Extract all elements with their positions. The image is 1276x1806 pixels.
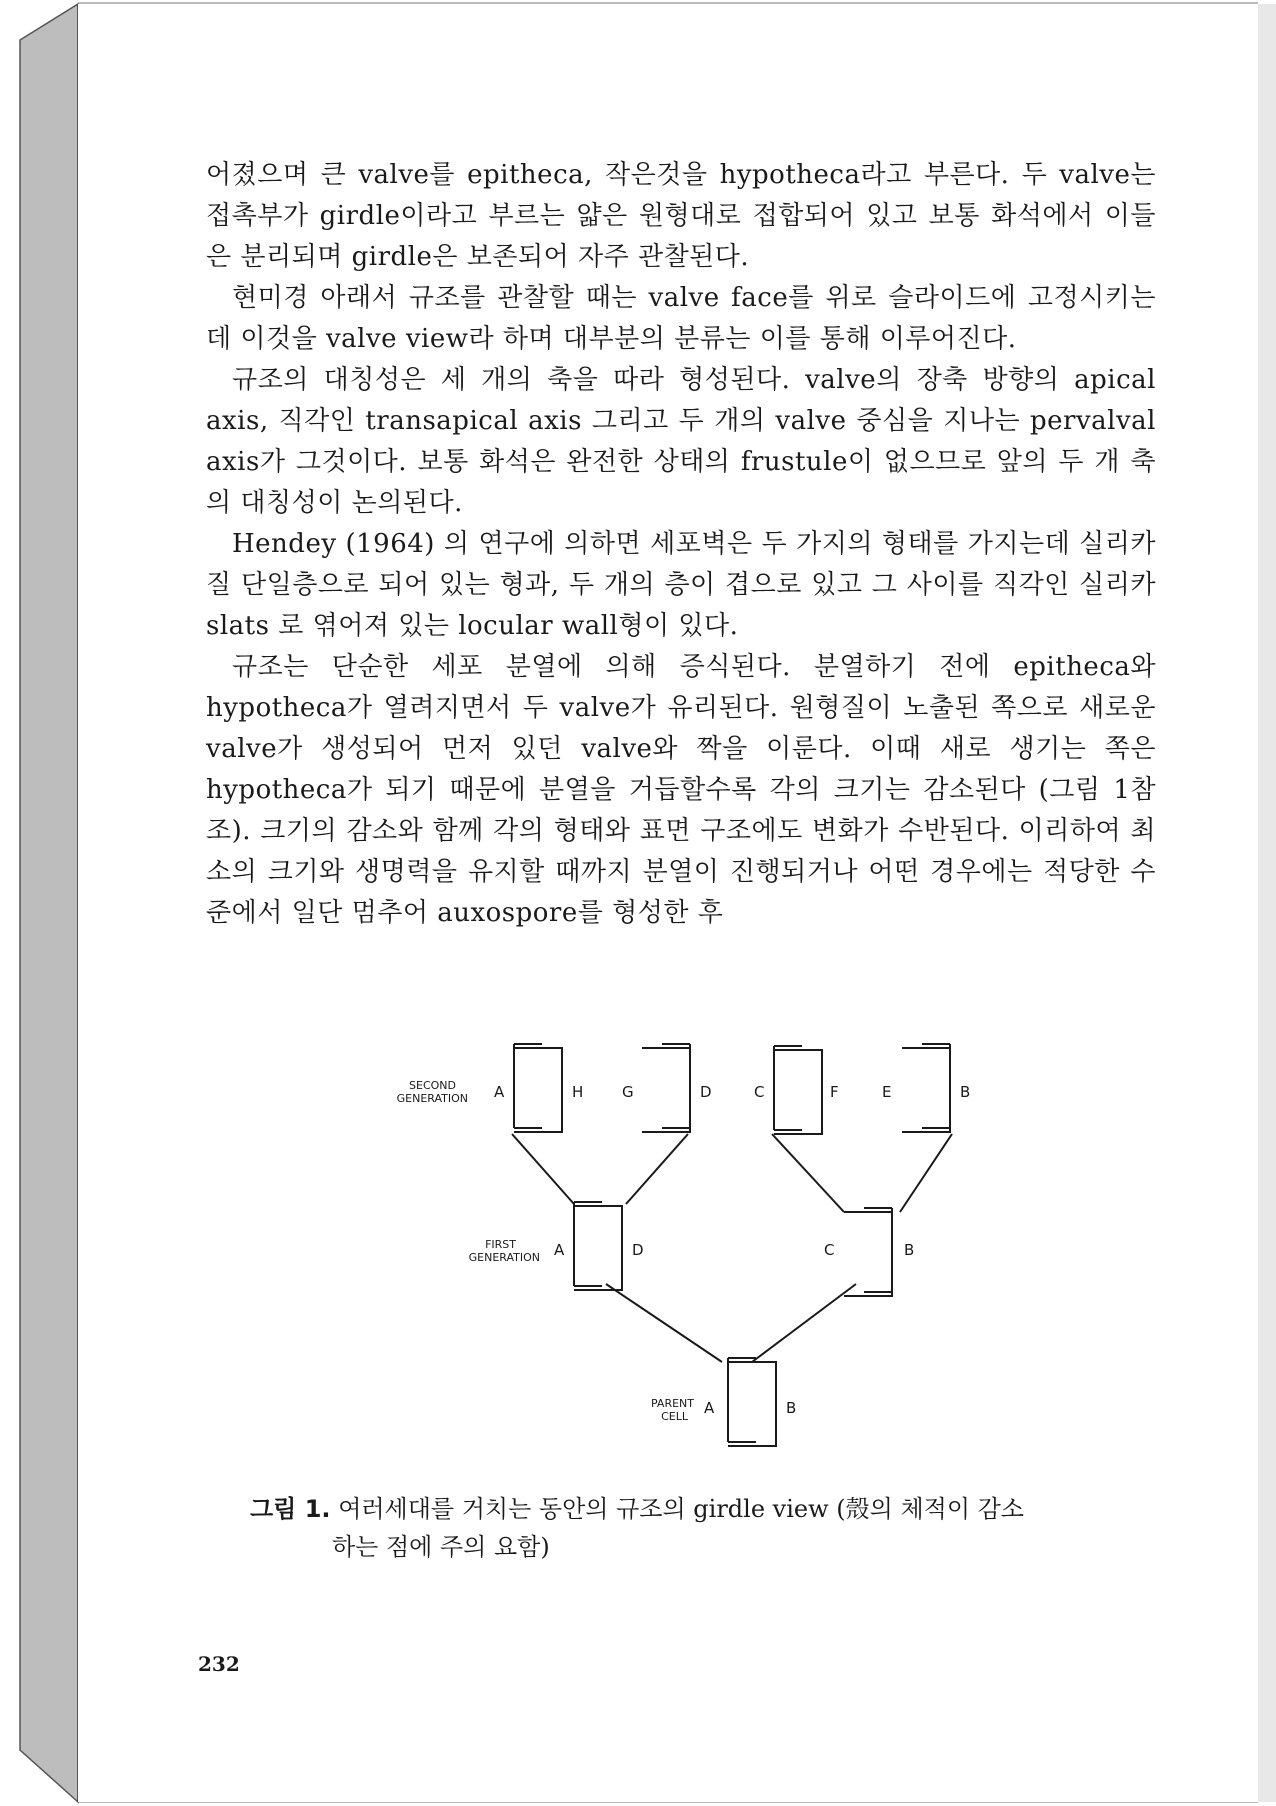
letter-g2-b: B: [960, 1083, 971, 1101]
letter-g1-d: D: [632, 1241, 644, 1259]
letter-g2-h: H: [572, 1083, 584, 1101]
letter-g2-g: G: [622, 1083, 634, 1101]
letter-g2-a: A: [494, 1083, 505, 1101]
label-generation-2: GENERATION: [396, 1092, 468, 1105]
label-parent: PARENT: [651, 1397, 694, 1410]
paragraph-2: 현미경 아래서 규조를 관찰할 때는 valve face를 위로 슬라이드에 고정시키는데 이것을 valve view라 하며 대부분의 분류는 이를 통해 이루어진다.: [206, 283, 1156, 354]
label-first: FIRST: [485, 1238, 516, 1251]
letter-g1-a: A: [554, 1241, 565, 1259]
letter-g2-e: E: [882, 1083, 892, 1101]
label-second: SECOND: [409, 1079, 456, 1092]
paragraph-5: 규조는 단순한 세포 분열에 의해 증식된다. 분열하기 전에 epitheca와 hypotheca가 열려지면서 두 valve가 유리된다. 원형질이 노출된 쪽으로 새로운 valve가 생성되어 먼저 있던 valve와 짝을 이룬다. 이때 새로 생기는 쪽은 hypotheca가 되기 때문에 분열을 거듭할수록 각의 크기는 감소된다 (그림 1참조). 크기의 감소와 함께 각의 형태와 표면 구조에도 변화가 수반된다. 이리하여 최소의 크기와 생명력을 유지할 때까지 분열이 진행되거나 어떤 경우에는 적당한 수준에서 일단 멈추어 auxospore를 형성한 후: [206, 652, 1156, 928]
label-generation-1: GENERATION: [468, 1251, 540, 1264]
letter-g1-c: C: [824, 1241, 835, 1259]
paragraph-4: Hendey (1964) 의 연구에 의하면 세포벽은 두 가지의 형태를 가지는데 실리카질 단일층으로 되어 있는 형과, 두 개의 층이 겹으로 있고 그 사이를 직각인 실리카 slats 로 엮어져 있는 locular wall형이 있다.: [206, 529, 1156, 641]
cells: [514, 1044, 950, 1446]
body-text: [206, 155, 1156, 934]
caption-line-1: 여러세대를 거치는 동안의 규조의 girdle view (殼의 체적이 감소: [338, 1495, 1024, 1523]
figure-caption: [250, 1490, 1130, 1566]
diatom-division-figure: [396, 1036, 996, 1464]
caption-lead: 그림 1.: [250, 1495, 331, 1523]
letter-p-b: B: [786, 1399, 797, 1417]
page-number: 232: [198, 1652, 240, 1676]
letter-p-a: A: [704, 1399, 715, 1417]
caption-line-2: 하는 점에 주의 요함): [332, 1533, 550, 1561]
letter-g1-b: B: [904, 1241, 915, 1259]
label-cell: CELL: [661, 1410, 688, 1423]
branch-lines: [512, 1134, 952, 1362]
letter-g2-d: D: [700, 1083, 712, 1101]
letter-g2-f: F: [830, 1083, 839, 1101]
paragraph-1: 어졌으며 큰 valve를 epitheca, 작은것을 hypotheca라고 부른다. 두 valve는 접촉부가 girdle이라고 부르는 얇은 원형대로 접합되어 있고 보통 화석에서 이들은 분리되며 girdle은 보존되어 자주 관찰된다.: [206, 160, 1156, 272]
letter-g2-c: C: [754, 1083, 765, 1101]
paragraph-3: 규조의 대칭성은 세 개의 축을 따라 형성된다. valve의 장축 방향의 apical axis, 직각인 transapical axis 그리고 두 개의 valve 중심을 지나는 pervalval axis가 그것이다. 보통 화석은 완전한 상태의 frustule이 없으므로 앞의 두 개 축의 대칭성이 논의된다.: [206, 365, 1156, 518]
